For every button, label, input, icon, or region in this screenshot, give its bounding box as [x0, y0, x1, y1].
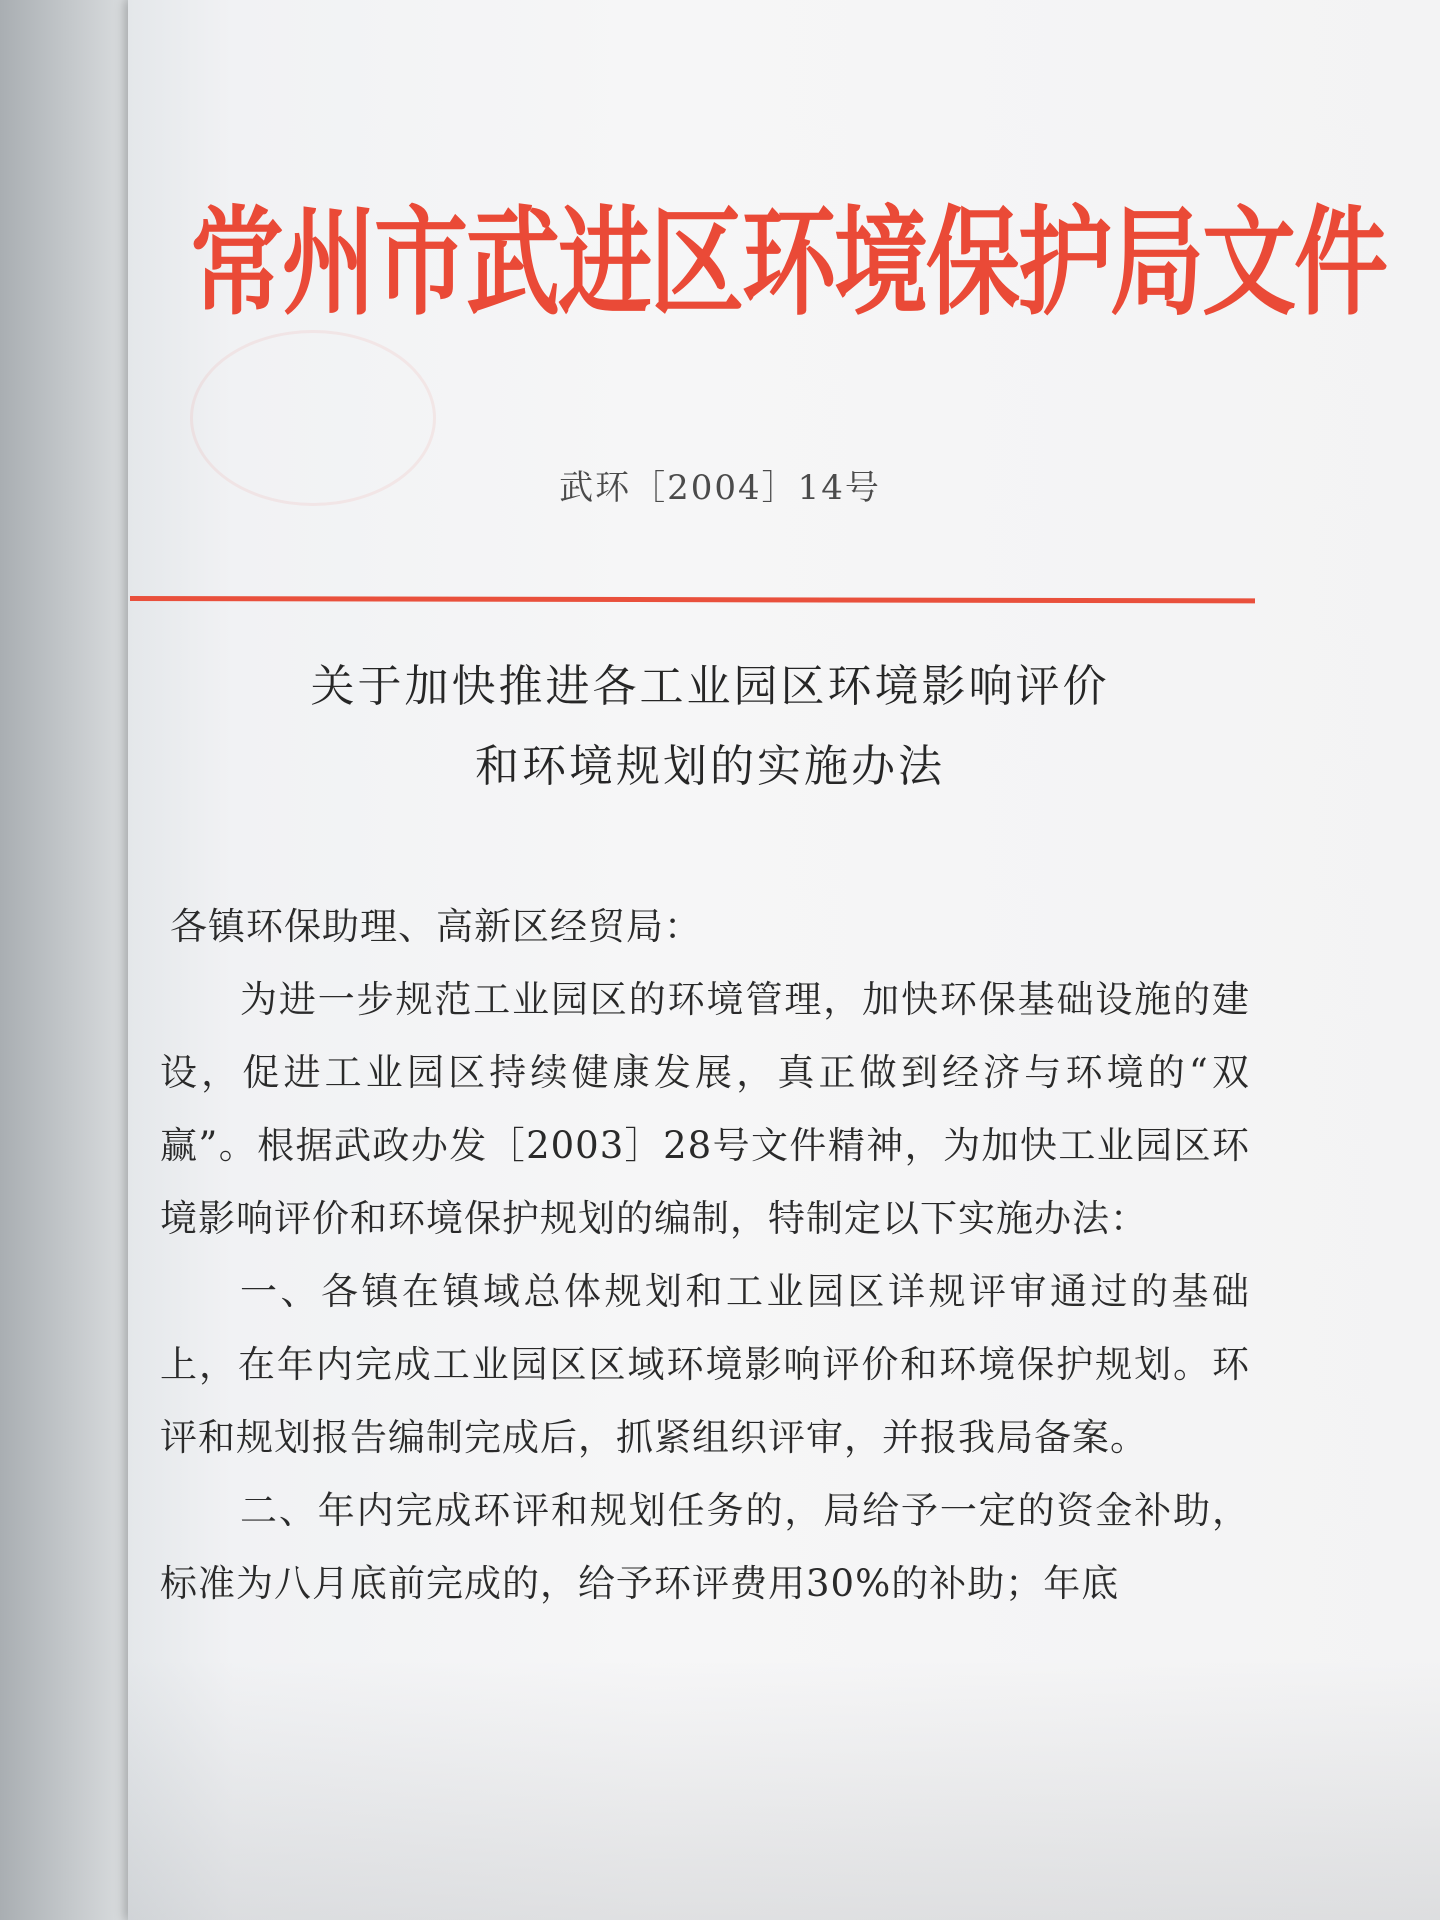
document-title-line-2: 和环境规划的实施办法 [475, 741, 945, 792]
document-body [160, 890, 1250, 1620]
salutation: 各镇环保助理、高新区经贸局： [170, 905, 702, 948]
document-title-line-1: 关于加快推进各工业园区环境影响评价 [310, 661, 1110, 712]
page-shadow [128, 1660, 1440, 1920]
paragraph-item-2: 二、年内完成环评和规划任务的，局给予一定的资金补助，标准为八月底前完成的，给予环评费用30%的补助；年底 [160, 1489, 1250, 1605]
paragraph-item-1: 一、各镇在镇域总体规划和工业园区详规评审通过的基础上，在年内完成工业园区区域环境影响评价和环境保护规划。环评和规划报告编制完成后，抓紧组织评审，并报我局备案。 [160, 1270, 1250, 1459]
paragraph-intro: 为进一步规范工业园区的环境管理，加快环保基础设施的建设，促进工业园区持续健康发展，真正做到经济与环境的“双赢”。根据武政办发［2003］28号文件精神，为加快工业园区环境影响评价和环境保护规划的编制，特制定以下实施办法： [160, 978, 1250, 1240]
document-number: 武环［2004］14号 [559, 468, 881, 508]
issuer-header-title: 常州市武进区环境保护局文件 [190, 196, 1387, 333]
